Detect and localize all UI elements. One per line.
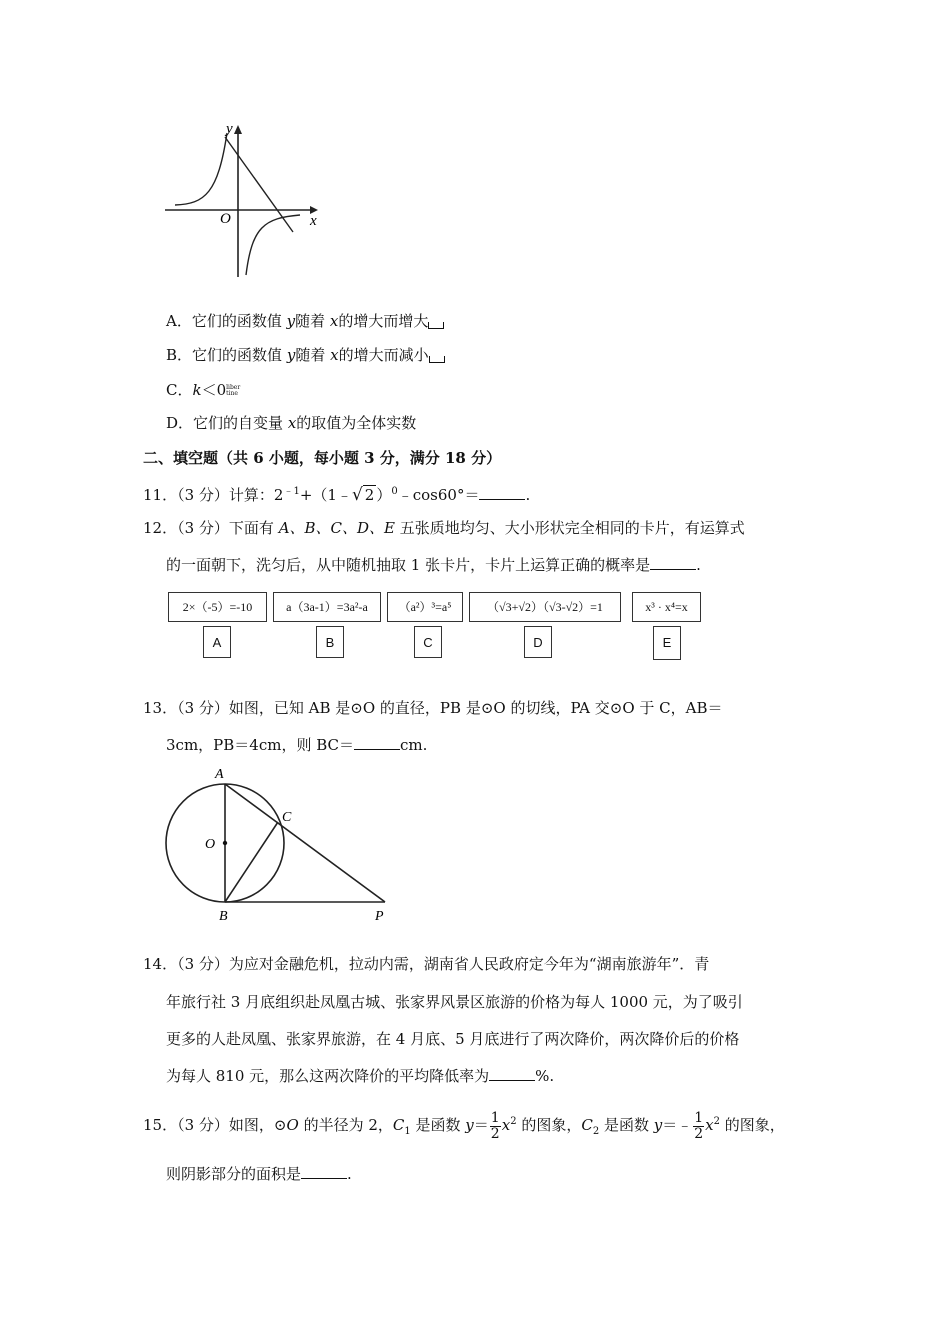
answer-blank[interactable] xyxy=(354,735,400,750)
stray-mark xyxy=(428,322,444,329)
x-axis-label: x xyxy=(310,213,317,229)
question-11: 11．（3 分）计算：$2^{﹣1}+(1﹣√$ 2 ）$^0$﹣cos60°＝ . xyxy=(143,485,531,505)
answer-blank[interactable] xyxy=(489,1066,535,1081)
question-15-line2: 则阴影部分的面积是 . xyxy=(166,1165,352,1183)
option-b: B．它们的函数值 y随着 x的增大而减小 xyxy=(166,345,445,365)
function-graph-figure xyxy=(160,115,330,285)
card-a: 2×（-5）=-10 xyxy=(168,592,267,622)
question-13-line1: 13．（3 分）如图，已知 AB 是⊙O 的直径，PB 是⊙O 的切线，PA 交⊙O 于 C，AB＝ xyxy=(143,699,723,717)
fraction-half: $\frac{1}{2}$ xyxy=(490,1109,500,1142)
origin-label: O xyxy=(220,211,231,227)
question-12-line2: 的一面朝下，洗匀后，从中随机抽取 1 张卡片，卡片上运算正确的概率是 . xyxy=(166,556,701,574)
card-label-c: C xyxy=(414,626,442,658)
question-14-line3: 更多的人赴凤凰、张家界旅游，在 4 月底、5 月底进行了两次降价，两次降价后的价格 xyxy=(166,1030,740,1048)
answer-blank[interactable] xyxy=(650,555,696,570)
fraction-half: $\frac{1}{2}$ xyxy=(694,1109,704,1142)
question-15-line1: 15．（3 分）如图，⊙O 的半径为 2，$C_1$ 是函数 y＝ $\frac{1}{2}$ $x^2$ 的图象，$C_2$ 是函数 y＝﹣ $\frac{1}{2}$ $x^2$ 的图象， xyxy=(143,1109,785,1142)
card-label-a: A xyxy=(203,626,231,658)
card-label-b: B xyxy=(316,626,344,658)
option-d: D．它们的自变量 x的取值为全体实数 xyxy=(166,414,417,432)
answer-blank[interactable] xyxy=(301,1164,347,1179)
label-c: C xyxy=(282,810,292,825)
option-c: C．k＜0liber tine xyxy=(166,381,241,399)
question-13-line2: 3cm，PB＝4cm，则 BC＝ cm. xyxy=(166,736,428,754)
section-title: 二、填空题（共 6 小题，每小题 3 分，满分 18 分） xyxy=(143,449,502,467)
question-14-line1: 14．（3 分）为应对金融危机，拉动内需，湖南省人民政府定今年为“湖南旅游年”．青 xyxy=(143,955,710,973)
card-label-e: E xyxy=(653,626,681,660)
card-e: x³ · x⁴=x xyxy=(632,592,701,622)
card-c: （a²）³=a⁵ xyxy=(387,592,463,622)
label-p: P xyxy=(375,909,384,924)
card-b: a（3a-1）=3a²-a xyxy=(273,592,381,622)
stray-mark xyxy=(429,356,445,363)
y-axis-label: y xyxy=(226,121,233,137)
circle-tangent-figure xyxy=(155,760,405,930)
question-14-line2: 年旅行社 3 月底组织赴凤凰古城、张家界风景区旅游的价格为每人 1000 元，为了吸引 xyxy=(166,993,743,1011)
label-o: O xyxy=(205,837,216,852)
label-b: B xyxy=(219,909,228,924)
card-label-d: D xyxy=(524,626,552,658)
question-14-line4: 为每人 810 元，那么这两次降价的平均降低率为 %. xyxy=(166,1067,555,1085)
label-a: A xyxy=(215,767,224,782)
answer-blank[interactable] xyxy=(479,485,525,500)
question-12-line1: 12．（3 分）下面有 A、B、C、D、E 五张质地均匀、大小形状完全相同的卡片，有运算式 xyxy=(143,519,745,537)
option-a: A．它们的函数值 y随着 x的增大而增大 xyxy=(166,311,444,331)
card-d: （√3+√2）（√3-√2）=1 xyxy=(469,592,621,622)
